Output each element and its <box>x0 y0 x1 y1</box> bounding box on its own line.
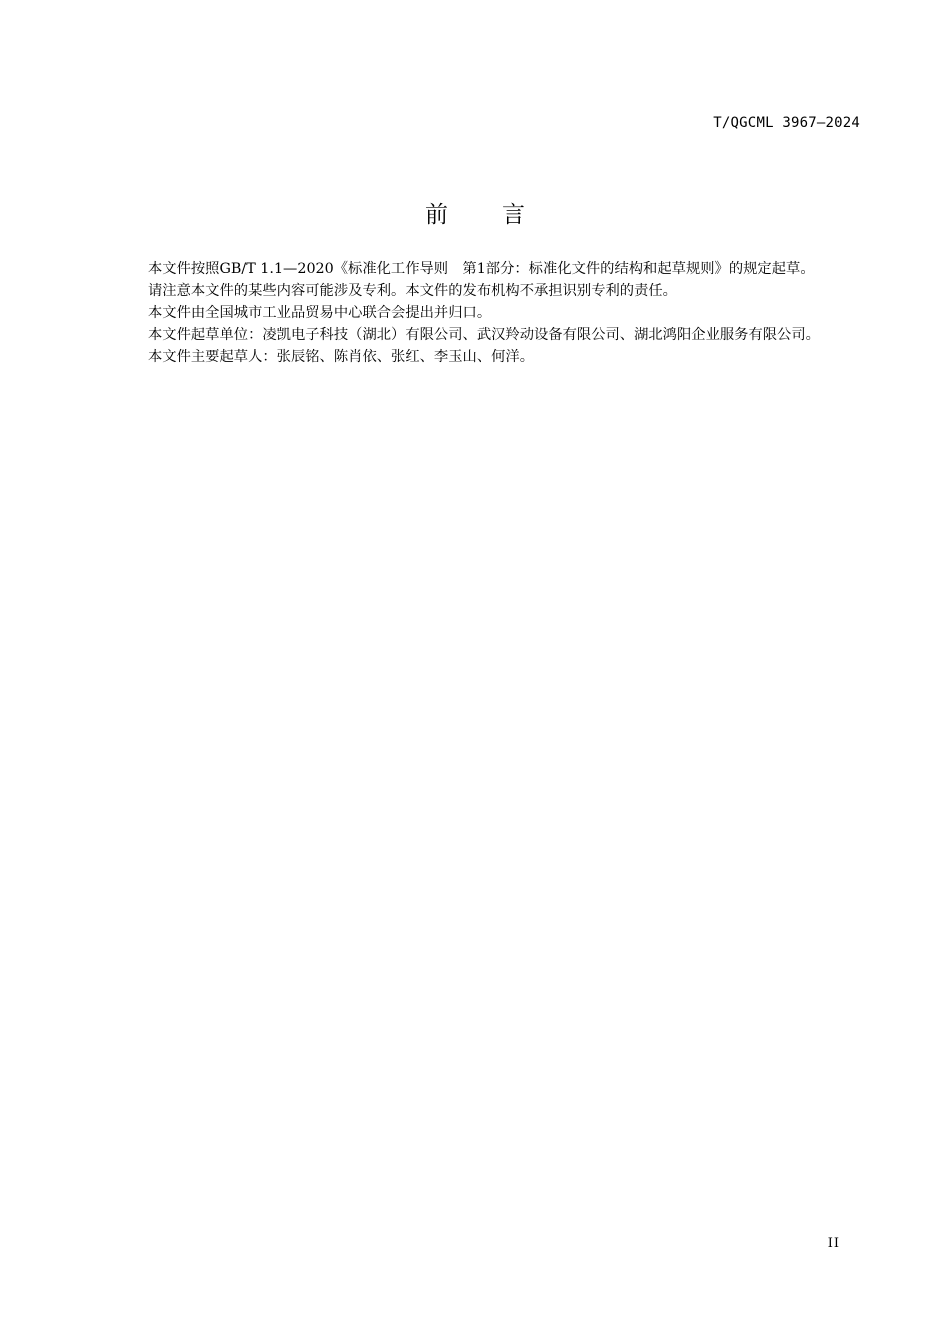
paragraph-drafters: 本文件主要起草人：张辰铭、陈肖依、张红、李玉山、何洋。 <box>148 349 535 365</box>
document-code: T/QGCML 3967—2024 <box>713 115 860 131</box>
title-char-1: 前 <box>425 202 448 228</box>
page-number: II <box>827 1236 840 1251</box>
paragraph-patent-notice: 请注意本文件的某些内容可能涉及专利。本文件的发布机构不承担识别专利的责任。 <box>148 283 677 299</box>
paragraph-proposer: 本文件由全国城市工业品贸易中心联合会提出并归口。 <box>148 305 492 321</box>
title-char-2: 言 <box>502 202 525 228</box>
paragraph-drafting-units: 本文件起草单位：凌凯电子科技（湖北）有限公司、武汉羚动设备有限公司、湖北鸿阳企业服务有限公司。 <box>148 327 820 343</box>
paragraph-drafting-rules: 本文件按照GB/T 1.1—2020《标准化工作导则 第1部分：标准化文件的结构和起草规则》的规定起草。 <box>148 261 815 277</box>
page-title <box>0 196 950 229</box>
foreword-body <box>113 258 860 368</box>
